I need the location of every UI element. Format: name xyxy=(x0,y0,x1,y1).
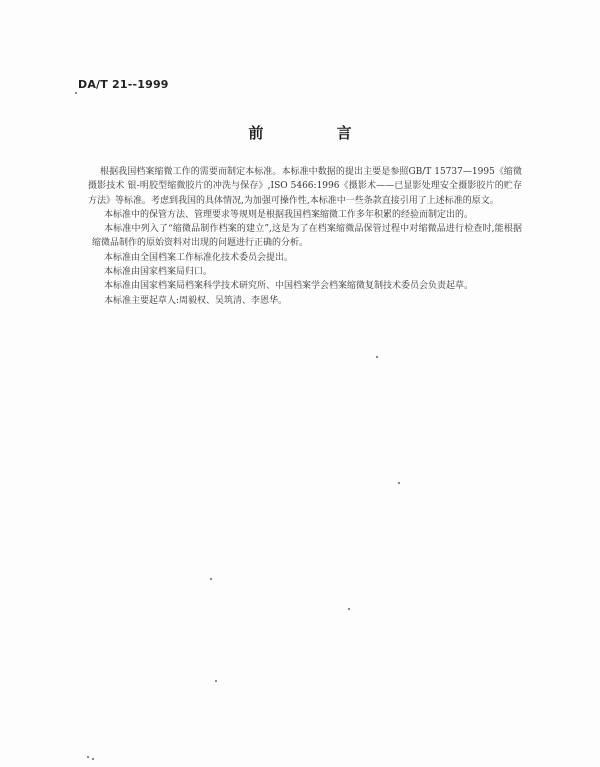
scan-speck xyxy=(87,756,89,758)
scan-speck xyxy=(92,758,94,760)
scan-speck xyxy=(376,356,378,358)
scan-speck xyxy=(398,482,400,484)
paragraph-archive-records: 本标准中列入了“缩微品制作档案的建立”,这是为了在档案缩微品保管过程中对缩微品进行检查时,能根据缩微品制作的原始资料对出现的问题进行正确的分析。 xyxy=(92,224,522,249)
section-heading: 前 言 xyxy=(248,124,386,142)
scan-speck xyxy=(348,608,350,610)
paragraph-methods: 本标准中的保管方法、管理要求等规则是根据我国档案缩微工作多年积累的经验而制定出的。 xyxy=(104,209,474,220)
scan-speck xyxy=(215,680,217,682)
paragraph-administrator: 本标准由国家档案局归口。 xyxy=(104,267,213,278)
scan-speck xyxy=(210,578,212,580)
paragraph-drafters: 本标准主要起草人:周毅权、吴筑清、李恩华。 xyxy=(104,295,288,306)
foreword-body xyxy=(88,165,522,308)
paragraph-drafting-units: 本标准由国家档案局档案科学技术研究所、中国档案学会档案缩微复制技术委员会负责起草。 xyxy=(104,281,474,292)
paragraph-proposer: 本标准由全国档案工作标准化技术委员会提出。 xyxy=(104,252,294,263)
standard-code: DA/T 21--1999 xyxy=(78,78,169,91)
paragraph-basis: 根据我国档案缩微工作的需要而制定本标准。本标准中数据的提出主要是参照GB/T 15737—1995《缩微摄影技术 银-明胶型缩微胶片的冲洗与保存》,ISO 5466:1996《摄影术——已显影处理安全摄影胶片的贮存方法》等标准。考虑到我国的具体情况,为加强可操作性,本标准中一些条款直接引用了上述标准的原文。 xyxy=(88,167,522,206)
scan-speck xyxy=(75,92,77,94)
